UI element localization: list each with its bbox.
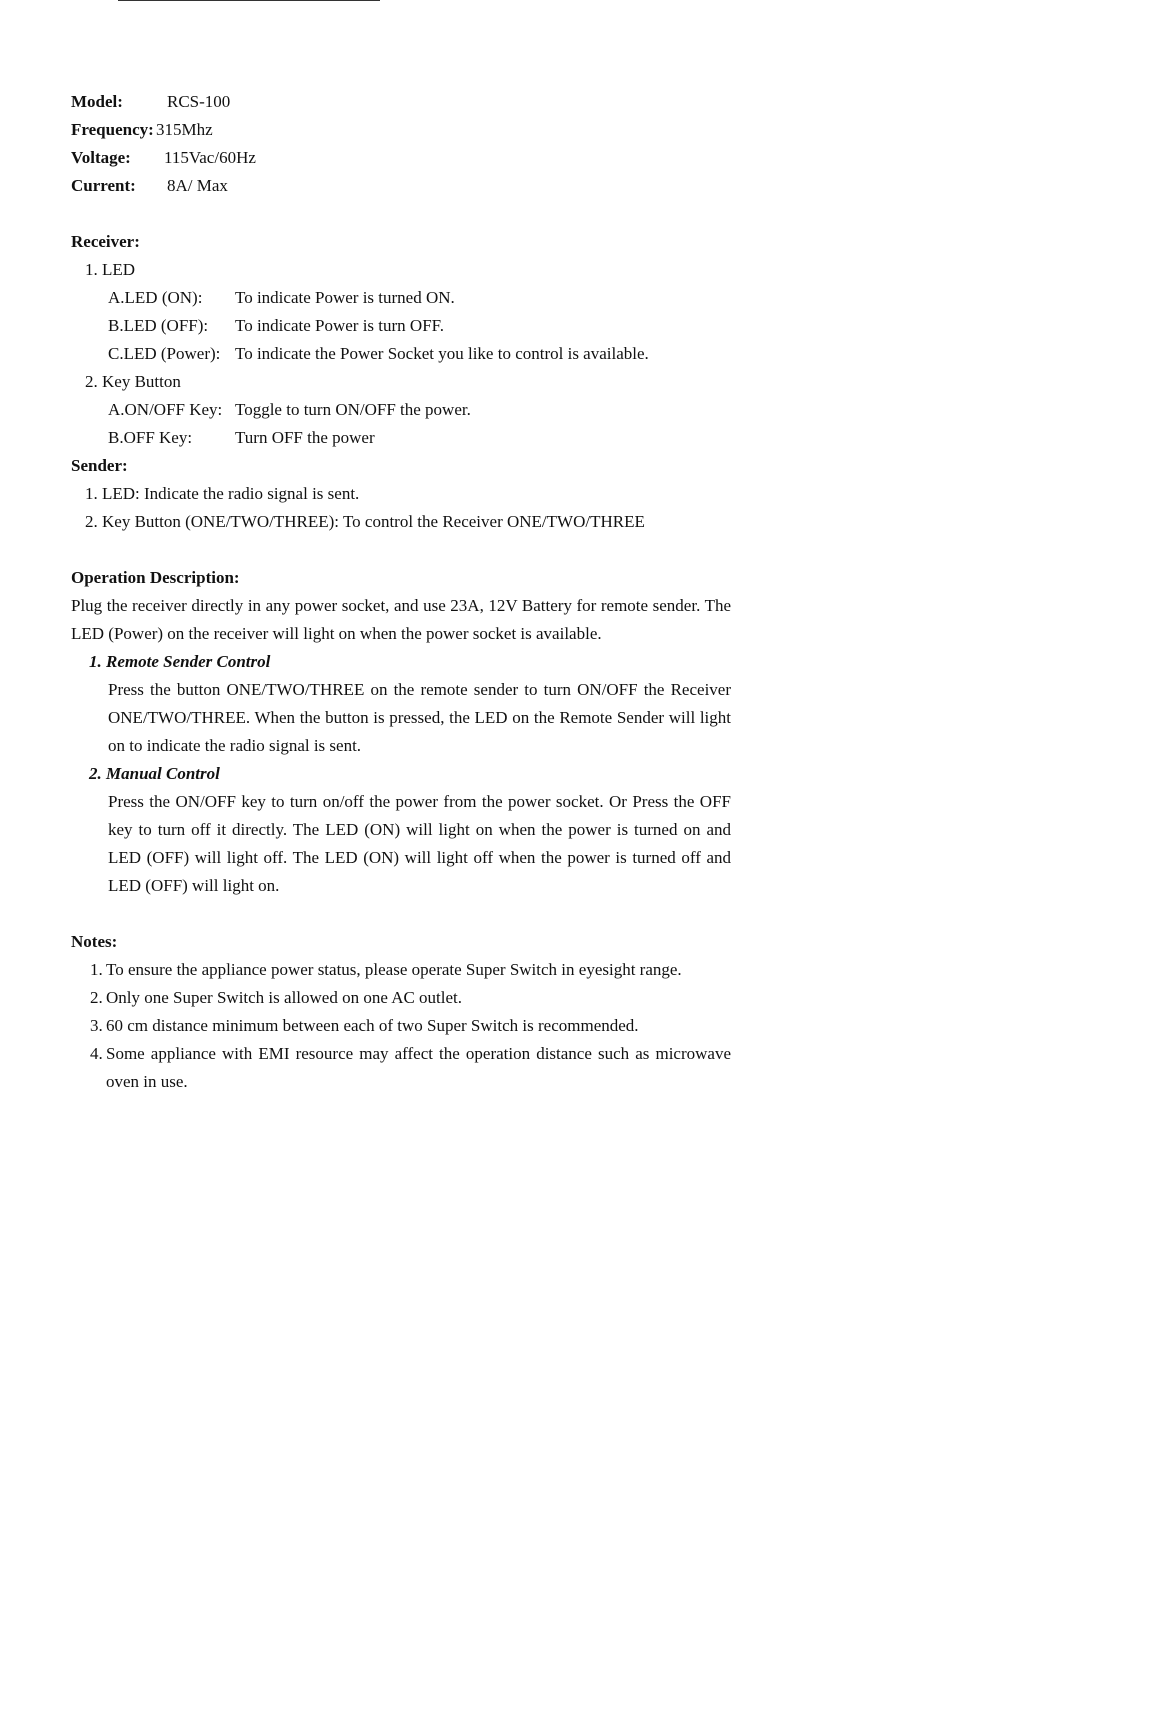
note-number: 3. (90, 1016, 103, 1035)
receiver-led-item (71, 312, 731, 340)
sender-item: 1. LED: Indicate the radio signal is sent. (85, 484, 360, 503)
manual-control-title: 2. Manual Control (89, 764, 220, 783)
item-label: B.OFF Key: (108, 428, 193, 447)
spec-label: Voltage: (71, 148, 131, 167)
sender-item: 2. Key Button (ONE/TWO/THREE): To control the Receiver ONE/TWO/THREE (85, 512, 645, 531)
item-text: To indicate Power is turn OFF. (235, 316, 444, 335)
note-text: Some appliance with EMI resource may affect the operation distance such as microwave oven in use. (106, 1044, 731, 1091)
sender-heading: Sender: (71, 456, 128, 475)
receiver-key-item (71, 424, 731, 452)
note-number: 2. (90, 988, 103, 1007)
item-text: To indicate the Power Socket you like to control is available. (235, 344, 649, 363)
operation-intro: Plug the receiver directly in any power socket, and use 23A, 12V Battery for remote sender. The LED (Power) on the receiver will light on when the power socket is available. (71, 596, 731, 643)
spec-row-voltage (71, 144, 731, 172)
item-text: Turn OFF the power (235, 428, 375, 447)
note-item (71, 956, 731, 984)
note-number: 4. (90, 1044, 103, 1063)
note-item (71, 984, 731, 1012)
spec-label: Model: (71, 92, 123, 111)
spec-row-model (71, 88, 731, 116)
spec-label: Frequency: (71, 120, 154, 139)
spec-row-current (71, 172, 731, 200)
item-label: A.ON/OFF Key: (108, 400, 223, 419)
note-text: 60 cm distance minimum between each of two Super Switch is recommended. (106, 1016, 639, 1035)
note-text: Only one Super Switch is allowed on one AC outlet. (106, 988, 463, 1007)
spec-row-frequency (71, 116, 731, 144)
remote-sender-control-title: 1. Remote Sender Control (89, 652, 271, 671)
spec-value: RCS-100 (167, 92, 231, 111)
receiver-led-item (71, 340, 731, 368)
receiver-led-title: 1. LED (85, 260, 136, 279)
spec-value: 8A/ Max (167, 176, 228, 195)
spec-label: Current: (71, 176, 136, 195)
remote-sender-control-text: Press the button ONE/TWO/THREE on the remote sender to turn ON/OFF the Receiver ONE/TWO/THREE. When the button is pressed, the LED on the Remote Sender will light on to indicate the radio signal is sent. (108, 680, 731, 755)
item-label: C.LED (Power): (108, 344, 221, 363)
manual-page (71, 88, 731, 1096)
item-text: Toggle to turn ON/OFF the power. (235, 400, 471, 419)
spec-value: 315Mhz (156, 120, 213, 139)
spec-value: 115Vac/60Hz (164, 148, 256, 167)
manual-control-text: Press the ON/OFF key to turn on/off the power from the power socket. Or Press the OFF key to turn off it directly. The LED (ON) will light on when the power is turned on and LED (OFF) will light off. The LED (ON) will light off when the power is turned off and LED (OFF) will light on. (108, 792, 731, 895)
top-rule (118, 0, 380, 1)
notes-heading: Notes: (71, 932, 118, 951)
note-number: 1. (90, 960, 103, 979)
item-label: B.LED (OFF): (108, 316, 209, 335)
receiver-led-item (71, 284, 731, 312)
note-text: To ensure the appliance power status, please operate Super Switch in eyesight range. (106, 960, 682, 979)
operation-heading: Operation Description: (71, 568, 240, 587)
receiver-heading: Receiver: (71, 232, 140, 251)
item-label: A.LED (ON): (108, 288, 203, 307)
note-item (71, 1012, 731, 1040)
note-item (71, 1040, 731, 1096)
item-text: To indicate Power is turned ON. (235, 288, 455, 307)
receiver-key-title: 2. Key Button (85, 372, 181, 391)
receiver-key-item (71, 396, 731, 424)
